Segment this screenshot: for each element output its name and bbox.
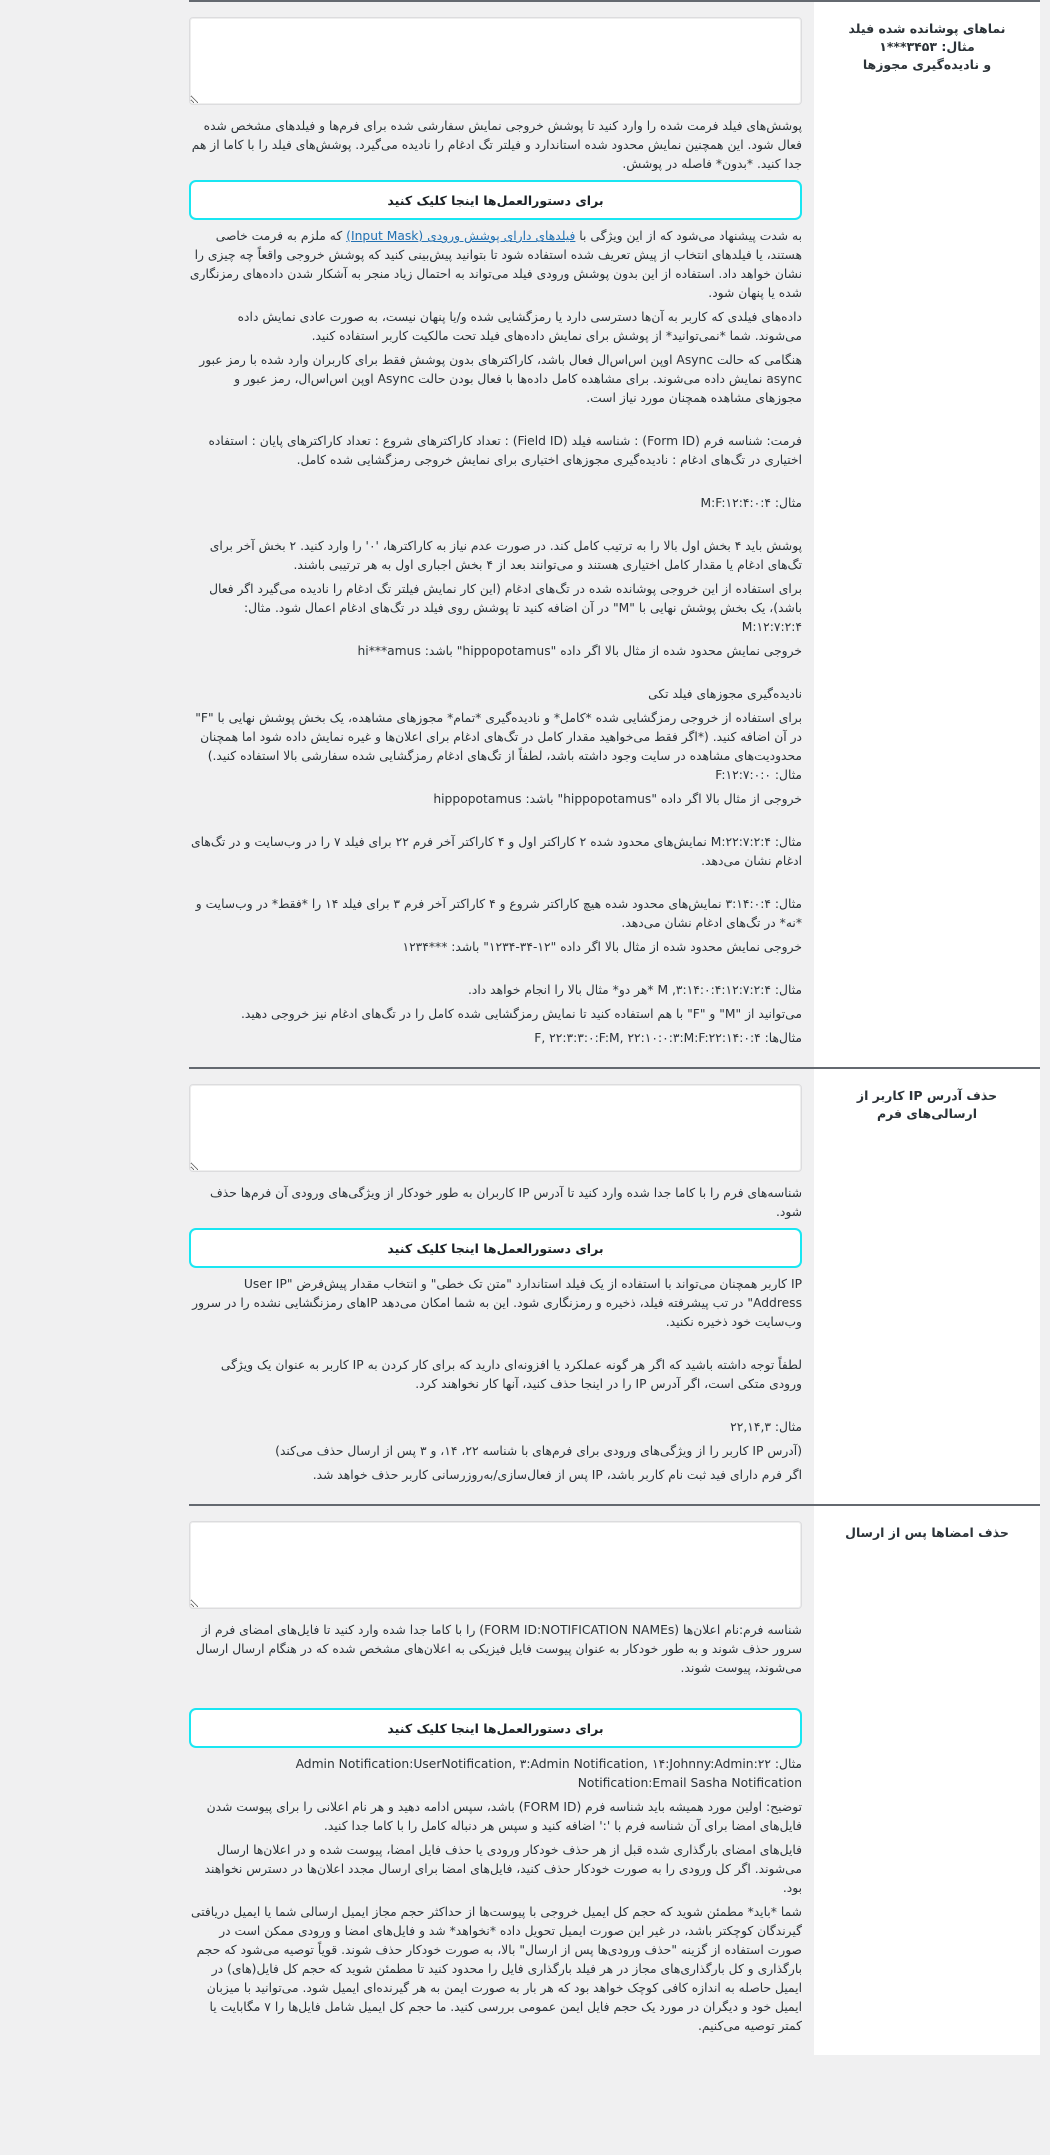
- remove-signatures-textarea[interactable]: [189, 1521, 802, 1609]
- example-text: مثال: ۲۲,۱۴,۳: [730, 1420, 802, 1434]
- description: شما *باید* مطمئن شوید که حجم کل ایمیل خروجی با پیوست‌ها از حداکثر حجم مجاز ایمیل ارسالی شما یا ایمیل دریافتی گیرندگان کوچکتر باشد، در غیر این صورت ایمیل تحویل داده *نخواهد* شد و فایل‌های امضا و ورودی ممکن است در صورت استفاده از گزینه "حذف ورودی‌ها پس از ارسال" بالا، به صورت خودکار حذف شوند. قویاً توصیه می‌شود که حجم بارگذاری و کل بارگذاری‌های مجاز در هر فیلد بارگذاری فایل را محدود کنید تا مطمئن شوید که حجم کل فایل(های) در ایمیل حاصله به اندازه کافی کوچک خواهد بود که هر بار به صورت ایمن به هر گیرنده‌ای ایمیل شود. می‌توانید با میزبان ایمیل خود و دیگران در مورد یک حجم فایل ایمن عمومی بررسی کنید. ما حجم کل ایمیل شامل فایل‌ها را ۷ مگابایت یا کمتر توصیه می‌کنیم.: [190, 1905, 802, 2033]
- settings-table: [189, 0, 1040, 2055]
- field-masks-textarea[interactable]: [189, 17, 802, 105]
- setting-row-remove-ip: [189, 1068, 1040, 1505]
- description: برای استفاده از خروجی رمزگشایی شده *کامل* و نادیده‌گیری *تمام* مجوزهای مشاهده، یک بخش پوشش نهایی با "F" در آن اضافه کنید. (*اگر فقط می‌خواهید مقدار کامل در تگ‌های ادغام برای اعلان‌ها و غیره نمایش داده شود اما همچنان محدودیت‌های مشاهده در سایت وجود داشته باشد، لطفاً از تگ‌های ادغام رمزگشایی شده سفارشی بالا استفاده کنید.) مثال: F:۱۲:۷:۰:۰: [195, 711, 802, 782]
- example-text: مثال‌ها: F, ۲۲:۳:۳:۰:F:M, ۲۲:۱۰:۰:۳:M:F:۲۲:۱۴:۰:۴: [534, 1031, 802, 1045]
- description: (آدرس IP کاربر را از ویژگی‌های ورودی برای فرم‌های با شناسه ۲۲، ۱۴، و ۳ پس از ارسال حذف می‌کند): [275, 1444, 802, 1458]
- setting-label: حذف امضاها پس از ارسال: [814, 1505, 1040, 2055]
- settings-form: [189, 0, 1040, 2055]
- example-text: مثال: M ,۳:۱۴:۰:۴:۱۲:۷:۲:۴ *هر دو* مثال بالا را انجام خواهد داد.: [467, 983, 802, 997]
- description: پوشش باید ۴ بخش اول بالا را به ترتیب کامل کند. در صورت عدم نیاز به کاراکترها، '۰' را وارد کنید. ۲ بخش آخر برای تگ‌های ادغام یا مقدار کامل اختیاری هستند و می‌توانند بعد از ۴ بخش اجباری اول به هر ترتیبی باشند.: [209, 539, 802, 572]
- input-mask-link[interactable]: فیلدهای دارای پوشش ورودی (Input Mask): [346, 229, 576, 243]
- setting-content: [189, 1505, 814, 2055]
- setting-content: [189, 1, 814, 1068]
- example-output: خروجی از مثال بالا اگر داده "hippopotamus" باشد: hippopotamus: [433, 792, 802, 806]
- description: لطفاً توجه داشته باشید که اگر هر گونه عملکرد یا افزونه‌ای دارید که برای کار کردن به IP کاربر به عنوان یک ویژگی ورودی متکی است، اگر آدرس IP را در اینجا حذف کنید، آنها کار نخواهند کرد.: [220, 1358, 802, 1391]
- description: فایل‌های امضای بارگذاری شده قبل از هر حذف خودکار ورودی یا حذف فایل امضا، پیوست شده و در اعلان‌ها ارسال می‌شوند. اگر کل ورودی را به صورت خودکار حذف کنید، فایل‌های امضا برای ارسال مجدد اعلان‌ها در دسترس نخواهند بود.: [204, 1843, 802, 1895]
- description: برای استفاده از این خروجی پوشانده شده در تگ‌های ادغام (این کار نمایش فیلتر تگ ادغام را نادیده می‌گیرد اگر فعال باشد)، یک بخش پوشش نهایی با "M" در آن اضافه کنید تا پوشش روی فیلد در تگ‌های ادغام اعمال شود. مثال: M:۱۲:۷:۲:۴: [209, 582, 802, 634]
- example-output: خروجی نمایش محدود شده از مثال بالا اگر داده "۱۲-۳۴-۱۲۳۴" باشد: ***۱۲۳۴: [402, 940, 802, 954]
- subheading: نادیده‌گیری مجوزهای فیلد تکی: [648, 687, 802, 701]
- description: توضیح: اولین مورد همیشه باید شناسه فرم (FORM ID) باشد، سپس ادامه دهید و هر نام اعلانی را برای پیوست شدن فایل‌های امضا برای آن شناسه فرم با ':' اضافه کنید و سپس هر دنباله کامل را با کاما جدا کنید.: [206, 1800, 802, 1833]
- text: به شدت پیشنهاد می‌شود که از این ویژگی با: [575, 229, 802, 243]
- example-text: مثال: M:۲۲:۷:۲:۴ نمایش‌های محدود شده ۲ کاراکتر اول و ۴ کاراکتر آخر فرم ۲۲ برای فیلد ۷ را در وب‌سایت و در تگ‌های ادغام نشان می‌دهد.: [191, 835, 802, 868]
- instructions-button[interactable]: برای دستورالعمل‌ها اینجا کلیک کنید: [189, 180, 802, 220]
- text: که ملزم به فرمت خاصی هستند، یا فیلدهای انتخاب از پیش تعریف شده استفاده شود تا بتوانید پیش‌بینی کنید که پوشش خروجی واقعاً چه چیزی را نشان خواهد داد. استفاده از این بدون پوشش ورودی فیلد می‌تواند به احتمال زیاد منجر به آشکار شدن داده‌های رمزنگاری شده یا پنهان شود.: [189, 229, 802, 300]
- description: شناسه فرم:نام اعلان‌ها (FORM ID:NOTIFICATION NAMEs) را با کاما جدا شده وارد کنید تا فایل‌های امضای فرم از سرور حذف شوند و به طور خودکار به عنوان پیوست فایل فیزیکی به اعلان‌های مشخص شده که در هنگام ارسال ارسال می‌شوند، پیوست شوند.: [195, 1623, 802, 1675]
- format-text: فرمت: شناسه فرم (Form ID) : شناسه فیلد (Field ID) : تعداد کاراکترهای شروع : تعداد کاراکترهای پایان : استفاده اختیاری در تگ‌های ادغام : نادیده‌گیری مجوزهای اختیاری برای نمایش خروجی رمزگشایی شده کامل.: [208, 434, 802, 467]
- description: پوشش‌های فیلد فرمت شده را وارد کنید تا پوشش خروجی نمایش سفارشی شده برای فرم‌ها و فیلدهای مشخص شده فعال شود. این همچنین نمایش محدود شده استاندارد و فیلتر تگ ادغام را نادیده می‌گیرد. پوشش‌های فیلد را با کاما از هم جدا کنید. *بدون* فاصله در پوشش.: [191, 119, 802, 171]
- description: داده‌های فیلدی که کاربر به آن‌ها دسترسی دارد یا رمزگشایی شده و/یا پنهان نیست، به صورت عادی نمایش داده می‌شوند. شما *نمی‌توانید* از پوشش برای نمایش داده‌های فیلد تحت مالکیت کاربر استفاده کنید.: [237, 310, 802, 343]
- instructions-button[interactable]: برای دستورالعمل‌ها اینجا کلیک کنید: [189, 1708, 802, 1748]
- example-output: خروجی نمایش محدود شده از مثال بالا اگر داده "hippopotamus" باشد: hi***amus: [357, 644, 802, 658]
- description: شناسه‌های فرم را با کاما جدا شده وارد کنید تا آدرس IP کاربران به طور خودکار از ویژگی‌های ورودی آن فرم‌ها حذف شود.: [210, 1186, 802, 1219]
- example-text: مثال: ۲۲:Admin Notification:UserNotification, ۳:Admin Notification, ۱۴:Johnny:Admin Notification:Email Sasha Notification: [295, 1757, 802, 1790]
- description: [189, 227, 802, 303]
- description: اگر فرم دارای فید ثبت نام کاربر باشد، IP پس از فعال‌سازی/به‌روزرسانی کاربر حذف خواهد شد.: [312, 1468, 802, 1482]
- setting-row-remove-signatures: [189, 1505, 1040, 2055]
- description: می‌توانید از "M" و "F" با هم استفاده کنید تا نمایش رمزگشایی شده کامل را در تگ‌های ادغام نیز خروجی دهید.: [241, 1007, 802, 1021]
- remove-ip-textarea[interactable]: [189, 1084, 802, 1172]
- label-line: نماهای پوشانده شده فیلد: [848, 21, 1006, 36]
- setting-content: [189, 1068, 814, 1505]
- instructions-button[interactable]: برای دستورالعمل‌ها اینجا کلیک کنید: [189, 1228, 802, 1268]
- description: IP کاربر همچنان می‌تواند با استفاده از یک فیلد استاندارد "متن تک خطی" و انتخاب مقدار پیش‌فرض "User IP Address" در تب پیشرفته فیلد، ذخیره و رمزنگاری شود. این به شما امکان می‌دهد IPهای رمزنگشایی نشده را در سرور وب‌سایت خود ذخیره نکنید.: [192, 1277, 802, 1329]
- setting-row-field-masks: [189, 1, 1040, 1068]
- setting-label: حذف آدرس IP کاربر از ارسالی‌های فرم: [814, 1068, 1040, 1505]
- description: هنگامی که حالت Async اوپن اس‌اس‌ال فعال باشد، کاراکترهای بدون پوشش فقط برای کاربران وارد شده با رمز عبور async نمایش داده می‌شوند. برای مشاهده کامل داده‌ها با فعال بودن حالت Async اوپن اس‌اس‌ال، رمز عبور و مجوزهای مشاهده همچنان مورد نیاز است.: [199, 353, 802, 405]
- label-line: مثال: ۳۴۵۳***۱: [879, 39, 975, 54]
- label-line: و نادیده‌گیری مجوزها: [862, 57, 992, 72]
- example-text: مثال: M:F:۱۲:۴:۰:۴: [700, 496, 802, 510]
- example-text: مثال: ۳:۱۴:۰:۴ نمایش‌های محدود شده هیچ کاراکتر شروع و ۴ کاراکتر آخر فرم ۳ برای فیلد ۱۴ را *فقط* در وب‌سایت و *نه* در تگ‌های ادغام نشان می‌دهد.: [195, 897, 802, 930]
- setting-label: [814, 1, 1040, 1068]
